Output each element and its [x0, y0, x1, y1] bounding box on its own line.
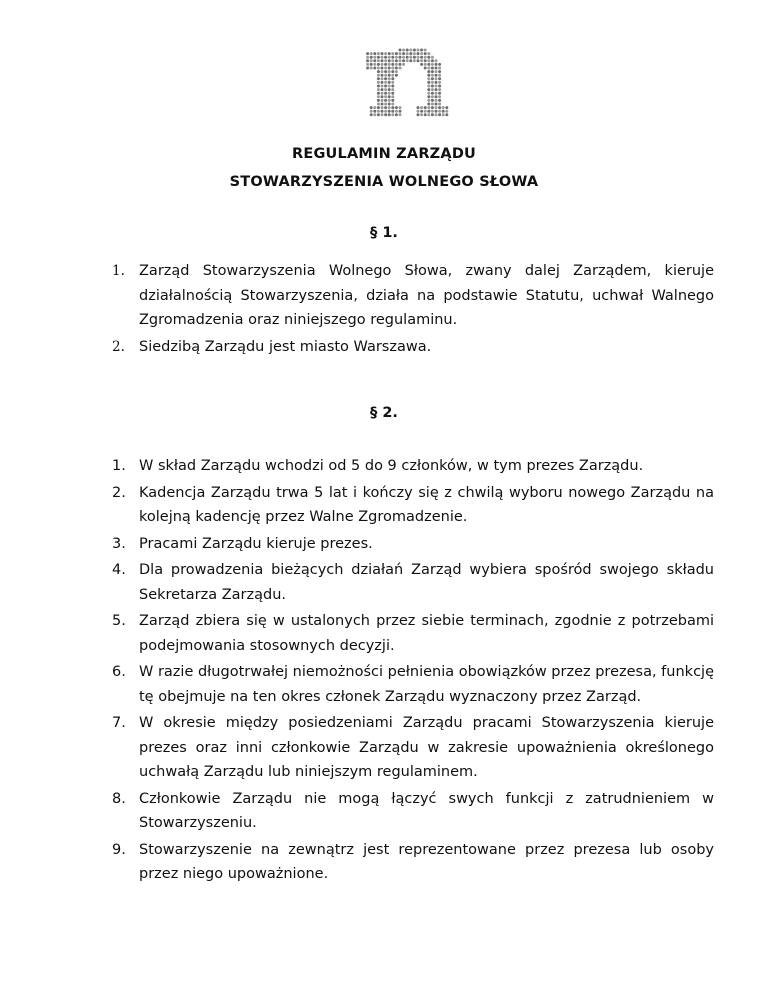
logo-dot [366, 67, 369, 70]
logo-dot [391, 59, 394, 62]
logo-dot [381, 103, 384, 106]
logo-dot [377, 67, 380, 70]
logo-dot [391, 63, 394, 66]
list-item-text: Pracami Zarządu kieruje prezes. [139, 535, 373, 552]
logo-dot [399, 49, 402, 52]
logo-dot [388, 110, 391, 113]
section-2-list [112, 454, 714, 889]
logo-dot [417, 110, 420, 113]
logo-dot [377, 103, 380, 106]
list-item [112, 609, 714, 658]
logo-dot [384, 63, 387, 66]
logo-dot [413, 59, 416, 62]
list-item-number: 8. [112, 790, 126, 807]
logo-dot [438, 74, 441, 77]
list-item [112, 259, 714, 333]
logo-dot [427, 81, 430, 84]
logo-dot [391, 103, 394, 106]
logo-dot [384, 88, 387, 91]
logo-dot [377, 110, 380, 113]
logo-dot [391, 95, 394, 98]
logo-dot [395, 63, 398, 66]
logo-dot [370, 110, 373, 113]
logo-dot [370, 56, 373, 59]
list-item-number: 6. [112, 664, 126, 680]
logo-dot [388, 106, 391, 109]
logo-dot [381, 88, 384, 91]
logo-dot [427, 70, 430, 73]
logo-dot [384, 67, 387, 70]
logo-dot [424, 59, 427, 62]
logo-dot [417, 59, 420, 62]
logo-dot [417, 56, 420, 59]
logo-dot [384, 99, 387, 102]
logo-dot [431, 88, 434, 91]
logo-dot [445, 106, 448, 109]
logo-dot [384, 59, 387, 62]
logo-dot [366, 59, 369, 62]
logo-dot [435, 63, 438, 66]
logo-dot [391, 81, 394, 84]
logo-dot [431, 81, 434, 84]
logo-dot [381, 106, 384, 109]
logo-dot [431, 95, 434, 98]
logo-dot [391, 110, 394, 113]
logo-dot [435, 70, 438, 73]
logo-dot [377, 52, 380, 55]
logo-dot [391, 70, 394, 73]
logo-dot [388, 56, 391, 59]
logo-dot [377, 88, 380, 91]
logo-dot [413, 49, 416, 52]
list-item-number: 7. [112, 715, 126, 731]
logo-dot [424, 52, 427, 55]
logo-dot [373, 56, 376, 59]
list-item-number: 3. [112, 535, 126, 552]
list-item-text: W okresie między posiedzeniami Zarządu pracami Stowarzyszenia kieruje prezes oraz inni członkowie Zarządu w zakresie upoważnienia określonego uchwałą Zarządu lub niniejszym regulaminem. [139, 715, 714, 780]
logo-dot [399, 110, 402, 113]
logo-dot [381, 67, 384, 70]
logo-dot [435, 99, 438, 102]
logo-dot [431, 103, 434, 106]
logo-dot [420, 59, 423, 62]
logo-dot [406, 52, 409, 55]
logo-dot [402, 56, 405, 59]
logo-dot [431, 74, 434, 77]
logo-dot [427, 95, 430, 98]
logo-dot [424, 63, 427, 66]
logo-dot [381, 56, 384, 59]
logo-dot [417, 113, 420, 116]
list-item-text: Zarząd Stowarzyszenia Wolnego Słowa, zwany dalej Zarządem, kieruje działalnością Stowarzyszenia, działa na podstawie Statutu, uchwał Walnego Zgromadzenia oraz niniejszego regulaminu. [139, 263, 714, 328]
logo-dot [384, 110, 387, 113]
list-item [112, 787, 714, 836]
logo-dot [431, 63, 434, 66]
list-item [112, 335, 714, 360]
logo-dot [377, 85, 380, 88]
logo-dot [381, 113, 384, 116]
document-title-line1: REGULAMIN ZARZĄDU [291, 146, 477, 162]
logo-dot [373, 59, 376, 62]
logo-dot [377, 77, 380, 80]
logo-dot [435, 85, 438, 88]
logo-dot [431, 85, 434, 88]
list-item-text: W razie długotrwałej niemożności pełnienia obowiązków przez prezesa, funkcję tę obejmuje na ten okres członek Zarządu wyznaczony przez Zarząd. [139, 664, 714, 705]
logo-dot [409, 49, 412, 52]
logo-dot [377, 70, 380, 73]
logo-dot [438, 110, 441, 113]
logo-dot [399, 63, 402, 66]
logo-dot [431, 106, 434, 109]
logo-dot [431, 113, 434, 116]
logo-dot [370, 52, 373, 55]
logo-dot [413, 56, 416, 59]
logo-dot [420, 106, 423, 109]
logo-dot [438, 99, 441, 102]
logo-dot [442, 110, 445, 113]
logo-dot [381, 92, 384, 95]
logo-dot [377, 99, 380, 102]
logo-dot [384, 74, 387, 77]
logo-dot [431, 59, 434, 62]
logo-dot [424, 56, 427, 59]
logo-dot [370, 106, 373, 109]
logo-dot [381, 63, 384, 66]
logo-dot [438, 113, 441, 116]
logo-dot [435, 88, 438, 91]
logo-dot [373, 67, 376, 70]
logo-dot [431, 70, 434, 73]
logo-dot [395, 67, 398, 70]
logo-dot [431, 110, 434, 113]
logo-dot [435, 92, 438, 95]
logo-dot [373, 52, 376, 55]
logo-dot [402, 59, 405, 62]
logo-dot [435, 103, 438, 106]
logo-dot [391, 67, 394, 70]
logo-dot [402, 63, 405, 66]
logo-dot [438, 103, 441, 106]
logo-dot [435, 113, 438, 116]
document-title-line2: STOWARZYSZENIA WOLNEGO SŁOWA [229, 174, 539, 190]
logo-dot [381, 99, 384, 102]
list-item [112, 711, 714, 785]
list-item-text: Członkowie Zarządu nie mogą łączyć swych funkcji z zatrudnieniem w Stowarzyszeniu. [139, 790, 714, 831]
logo-dot [427, 113, 430, 116]
logo-dot [431, 92, 434, 95]
logo-dot [427, 99, 430, 102]
logo-dot [381, 110, 384, 113]
logo-dot [391, 85, 394, 88]
logo-dot [427, 103, 430, 106]
logo-dot [431, 56, 434, 59]
list-item-text: Siedzibą Zarządu jest miasto Warszawa. [139, 338, 432, 355]
logo-dot [395, 110, 398, 113]
logo-dot [417, 49, 420, 52]
logo-dot [435, 95, 438, 98]
logo-dot [435, 106, 438, 109]
logo-dot [395, 59, 398, 62]
logo-dot [427, 77, 430, 80]
logo-dot [388, 52, 391, 55]
list-item [112, 558, 714, 607]
logo-dot [388, 67, 391, 70]
logo-dot [384, 77, 387, 80]
logo-dot [366, 63, 369, 66]
logo-dot [381, 70, 384, 73]
list-item [112, 838, 714, 887]
list-item-number: 2. [112, 484, 126, 501]
logo-dot [438, 67, 441, 70]
logo-dot [420, 110, 423, 113]
logo-dot [399, 106, 402, 109]
logo-dot [391, 106, 394, 109]
logo-dot [427, 59, 430, 62]
list-item-text: Kadencja Zarządu trwa 5 lat i kończy się z chwilą wyboru nowego Zarządu na kolejną kadencję przez Walne Zgromadzenie. [139, 484, 714, 525]
list-item-number: 9. [112, 841, 126, 858]
logo-dot [420, 52, 423, 55]
logo-dot [395, 106, 398, 109]
logo-dot [427, 63, 430, 66]
logo-dot [384, 106, 387, 109]
logo-dot [427, 67, 430, 70]
logo-dot [388, 88, 391, 91]
logo-dot [435, 67, 438, 70]
logo-dot [399, 56, 402, 59]
logo-dot [413, 52, 416, 55]
list-item [112, 532, 714, 557]
logo-dot [406, 49, 409, 52]
logo-dot [384, 56, 387, 59]
logo-dot [435, 110, 438, 113]
logo-dot [377, 92, 380, 95]
logo-dot [391, 56, 394, 59]
logo-dot [424, 110, 427, 113]
logo-dot [373, 106, 376, 109]
logo-dot [381, 59, 384, 62]
logo-dot [388, 103, 391, 106]
logo-dot [391, 92, 394, 95]
logo-dot [427, 88, 430, 91]
section-2-heading: § 2. [370, 405, 398, 421]
logo-dot [377, 106, 380, 109]
logo-dot [409, 52, 412, 55]
logo-dot [388, 59, 391, 62]
logo-dot [395, 52, 398, 55]
logo-dot [391, 77, 394, 80]
logo-dot [406, 56, 409, 59]
logo-dot [381, 52, 384, 55]
logo-dot [381, 85, 384, 88]
logo-dot [391, 74, 394, 77]
logo-dot [395, 56, 398, 59]
logo-dot [406, 59, 409, 62]
logo-dot [377, 59, 380, 62]
logo-dot [395, 74, 398, 77]
list-item-text: W skład Zarządu wchodzi od 5 do 9 członków, w tym prezes Zarządu. [139, 458, 644, 474]
logo-dot [377, 113, 380, 116]
dotted-n-logo-icon [360, 46, 456, 126]
logo-dot [431, 77, 434, 80]
logo-dot [438, 95, 441, 98]
logo-dot [373, 63, 376, 66]
logo-dot [442, 113, 445, 116]
logo-dot [381, 81, 384, 84]
logo-dot [424, 106, 427, 109]
logo-dot [438, 70, 441, 73]
logo-dot [388, 77, 391, 80]
logo-dot [435, 81, 438, 84]
logo-dot [377, 81, 380, 84]
logo-dot [388, 63, 391, 66]
logo-dot [438, 85, 441, 88]
logo-dot [384, 52, 387, 55]
logo-dot [391, 88, 394, 91]
logo-dot [373, 113, 376, 116]
logo-dot [435, 74, 438, 77]
logo-dot [370, 67, 373, 70]
logo-dot [420, 49, 423, 52]
logo-dot [402, 52, 405, 55]
logo-dot [445, 110, 448, 113]
logo-dot [384, 92, 387, 95]
logo-dot [395, 70, 398, 73]
list-item-text: Zarząd zbiera się w ustalonych przez siebie terminach, zgodnie z potrzebami podejmowania stosownych decyzji. [139, 613, 714, 654]
logo-dot [442, 106, 445, 109]
logo-dot [431, 67, 434, 70]
logo-dot [431, 99, 434, 102]
logo-dot [420, 63, 423, 66]
list-item-number: 2. [112, 338, 125, 355]
logo-dot [438, 88, 441, 91]
logo-dot [435, 77, 438, 80]
logo-dot [388, 99, 391, 102]
logo-dot [384, 85, 387, 88]
logo-dot [438, 63, 441, 66]
logo-dot [427, 85, 430, 88]
logo-dot [435, 59, 438, 62]
logo-dot [381, 95, 384, 98]
logo-dot [388, 74, 391, 77]
logo-dot [377, 63, 380, 66]
logo-dot [409, 56, 412, 59]
logo-dot [384, 95, 387, 98]
logo-dot [388, 81, 391, 84]
logo-dot [366, 56, 369, 59]
logo-dot [388, 113, 391, 116]
logo-dot [417, 52, 420, 55]
logo-dot [370, 63, 373, 66]
logo-dot [381, 74, 384, 77]
logo-dot [420, 113, 423, 116]
section-1-heading: § 1. [370, 225, 398, 241]
logo-dot [377, 74, 380, 77]
logo-dot [424, 49, 427, 52]
logo-dot [388, 95, 391, 98]
logo-dot [384, 103, 387, 106]
logo-dot [370, 59, 373, 62]
logo-dot [388, 70, 391, 73]
logo-dot [391, 99, 394, 102]
logo-dot [384, 70, 387, 73]
list-item-number: 1. [112, 458, 126, 474]
logo-dot [366, 52, 369, 55]
logo-dot [424, 67, 427, 70]
list-item [112, 481, 714, 530]
logo-dot [409, 59, 412, 62]
logo-dot [420, 56, 423, 59]
logo-dot [427, 92, 430, 95]
logo-dot [395, 113, 398, 116]
logo-dot [381, 77, 384, 80]
logo-dot [402, 49, 405, 52]
logo-dot [388, 85, 391, 88]
logo-dot [370, 113, 373, 116]
logo-dot [399, 67, 402, 70]
logo-dot [373, 110, 376, 113]
logo-dot [427, 74, 430, 77]
list-item-number: 4. [112, 562, 126, 578]
logo-dot [384, 81, 387, 84]
logo-dot [427, 52, 430, 55]
logo-dot [399, 52, 402, 55]
logo-dot [424, 113, 427, 116]
logo-dot [399, 59, 402, 62]
logo-dot [377, 95, 380, 98]
logo-dot [427, 106, 430, 109]
logo-dot [399, 113, 402, 116]
list-item [112, 454, 714, 479]
logo-dot [438, 106, 441, 109]
logo-dot [427, 110, 430, 113]
logo-dot [388, 92, 391, 95]
logo-dot [384, 113, 387, 116]
logo-dot [438, 81, 441, 84]
list-item-number: 1. [112, 263, 125, 279]
list-item-text: Dla prowadzenia bieżących działań Zarząd wybiera spośród swojego składu Sekretarza Zarządu. [139, 562, 714, 603]
logo-dot [445, 113, 448, 116]
list-item-text: Stowarzyszenie na zewnątrz jest reprezentowane przez prezesa lub osoby przez niego upoważnione. [139, 841, 714, 882]
logo-dot [417, 106, 420, 109]
logo-dot [391, 113, 394, 116]
logo-dot [438, 77, 441, 80]
section-1-list [112, 259, 714, 361]
logo-dot [377, 56, 380, 59]
logo-dot [438, 92, 441, 95]
logo-dot [391, 52, 394, 55]
list-item [112, 660, 714, 709]
logo-dot [427, 56, 430, 59]
list-item-number: 5. [112, 613, 126, 629]
